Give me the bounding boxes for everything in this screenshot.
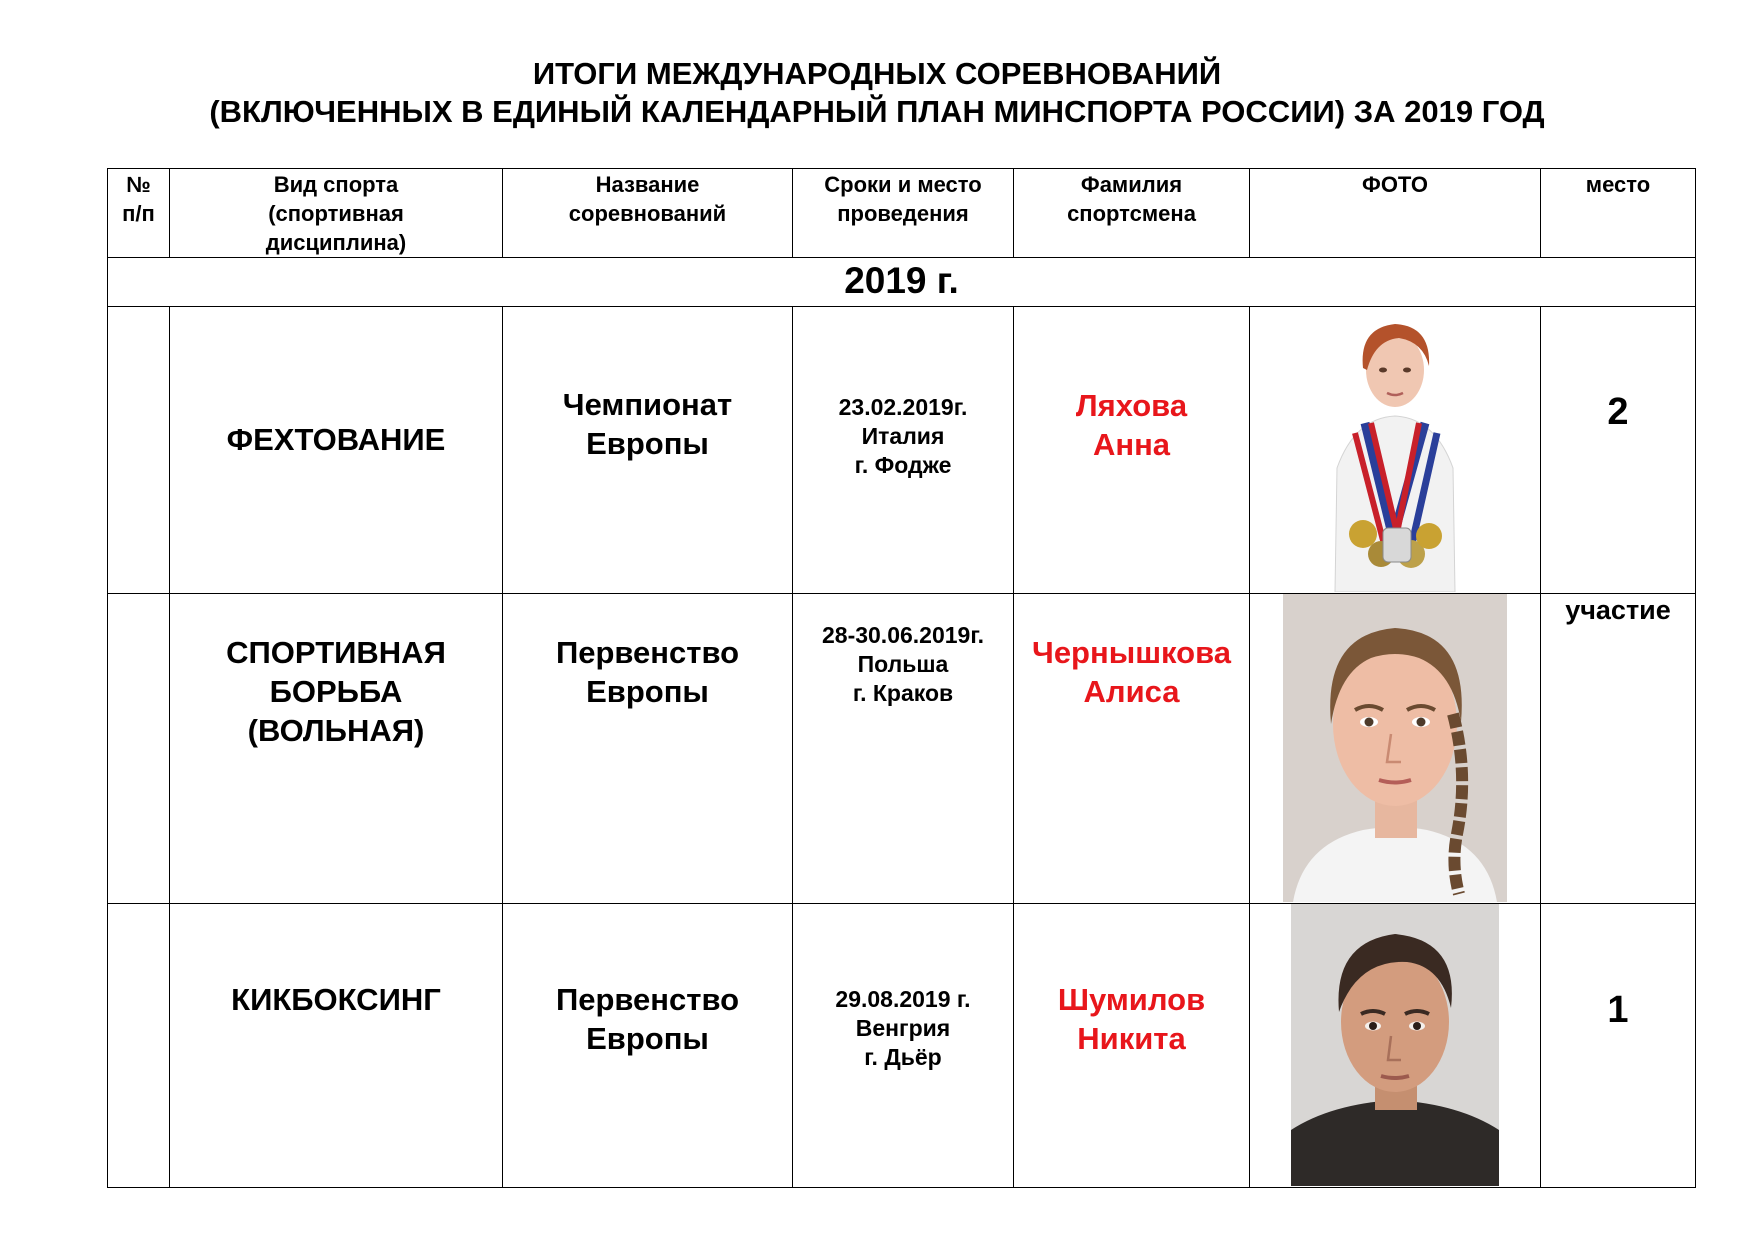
date-line: 29.08.2019 г. bbox=[835, 986, 971, 1012]
country-line: Италия bbox=[861, 423, 945, 449]
header-place: место bbox=[1541, 169, 1696, 258]
competition-line: Чемпионат bbox=[562, 387, 733, 422]
sport-line: СПОРТИВНАЯ bbox=[226, 635, 446, 670]
athlete-cell bbox=[1014, 594, 1250, 904]
country-line: Польша bbox=[857, 651, 949, 677]
place-cell bbox=[1541, 307, 1696, 594]
competition-cell bbox=[503, 307, 793, 594]
competition-line: Первенство bbox=[555, 635, 740, 670]
place-value: 2 bbox=[1607, 391, 1629, 433]
athlete-surname: Ляхова bbox=[1075, 388, 1188, 423]
athlete-firstname: Алиса bbox=[1083, 674, 1180, 709]
row-num bbox=[108, 594, 170, 904]
table-row bbox=[108, 594, 1696, 904]
athlete-photo bbox=[1291, 904, 1499, 1186]
date-line: 23.02.2019г. bbox=[838, 394, 968, 420]
photo-cell bbox=[1250, 307, 1541, 594]
row-num bbox=[108, 904, 170, 1188]
header-photo: ФОТО bbox=[1250, 169, 1541, 258]
city-line: г. Фодже bbox=[854, 452, 952, 478]
header-num-line1: № bbox=[126, 172, 151, 197]
competition-line: Европы bbox=[586, 426, 709, 461]
header-date-line2: проведения bbox=[837, 201, 969, 226]
header-num-line2: п/п bbox=[122, 201, 155, 226]
date-place-cell bbox=[793, 594, 1014, 904]
athlete-photo bbox=[1315, 308, 1475, 592]
header-sport-line1: Вид спорта bbox=[273, 172, 399, 197]
sport-line: (ВОЛЬНАЯ) bbox=[247, 713, 425, 748]
athlete-firstname: Анна bbox=[1092, 427, 1171, 462]
header-name-line2: спортсмена bbox=[1067, 201, 1196, 226]
year-row bbox=[108, 258, 1696, 307]
header-date-line1: Сроки и место bbox=[824, 172, 982, 197]
athlete-cell bbox=[1014, 904, 1250, 1188]
athlete-surname: Шумилов bbox=[1057, 982, 1206, 1017]
sport-line: БОРЬБА bbox=[269, 674, 403, 709]
table-row bbox=[108, 904, 1696, 1188]
place-value: 1 bbox=[1607, 989, 1629, 1031]
page-subtitle: (ВКЛЮЧЕННЫХ В ЕДИНЫЙ КАЛЕНДАРНЫЙ ПЛАН МИНСПОРТА РОССИИ) ЗА 2019 ГОД bbox=[209, 94, 1545, 129]
photo-cell bbox=[1250, 594, 1541, 904]
athlete-photo bbox=[1283, 594, 1507, 902]
place-cell bbox=[1541, 904, 1696, 1188]
header-sport-line3: дисциплина) bbox=[265, 230, 407, 255]
competition-line: Европы bbox=[586, 1021, 709, 1056]
table-row bbox=[108, 307, 1696, 594]
header-sport bbox=[170, 169, 503, 258]
athlete-cell bbox=[1014, 307, 1250, 594]
competition-cell bbox=[503, 904, 793, 1188]
sport-line: КИКБОКСИНГ bbox=[231, 982, 441, 1017]
sport-cell bbox=[170, 904, 503, 1188]
city-line: г. Дьёр bbox=[864, 1044, 942, 1070]
country-line: Венгрия bbox=[855, 1015, 951, 1041]
place-value: участие bbox=[1565, 595, 1671, 625]
year-label: 2019 г. bbox=[108, 258, 1696, 307]
results-table bbox=[107, 168, 1696, 1188]
header-num bbox=[108, 169, 170, 258]
competition-line: Первенство bbox=[555, 982, 740, 1017]
date-place-cell bbox=[793, 307, 1014, 594]
city-line: г. Краков bbox=[852, 680, 954, 706]
header-athlete bbox=[1014, 169, 1250, 258]
competition-cell bbox=[503, 594, 793, 904]
page-title: ИТОГИ МЕЖДУНАРОДНЫХ СОРЕВНОВАНИЙ bbox=[532, 56, 1222, 91]
header-sport-line2: (спортивная bbox=[268, 201, 404, 226]
sport-cell bbox=[170, 307, 503, 594]
header-date-place bbox=[793, 169, 1014, 258]
row-num bbox=[108, 307, 170, 594]
header-comp-line2: соревнований bbox=[568, 201, 727, 226]
header-row bbox=[108, 169, 1696, 258]
header-competition bbox=[503, 169, 793, 258]
place-cell bbox=[1541, 594, 1696, 904]
header-name-line1: Фамилия bbox=[1080, 172, 1183, 197]
sport-line: ФЕХТОВАНИЕ bbox=[226, 422, 446, 457]
header-comp-line1: Название bbox=[595, 172, 700, 197]
competition-line: Европы bbox=[586, 674, 709, 709]
athlete-surname: Чернышкова bbox=[1032, 635, 1231, 670]
date-line: 28-30.06.2019г. bbox=[821, 622, 985, 648]
date-place-cell bbox=[793, 904, 1014, 1188]
photo-cell bbox=[1250, 904, 1541, 1188]
sport-cell bbox=[170, 594, 503, 904]
athlete-firstname: Никита bbox=[1077, 1021, 1186, 1056]
